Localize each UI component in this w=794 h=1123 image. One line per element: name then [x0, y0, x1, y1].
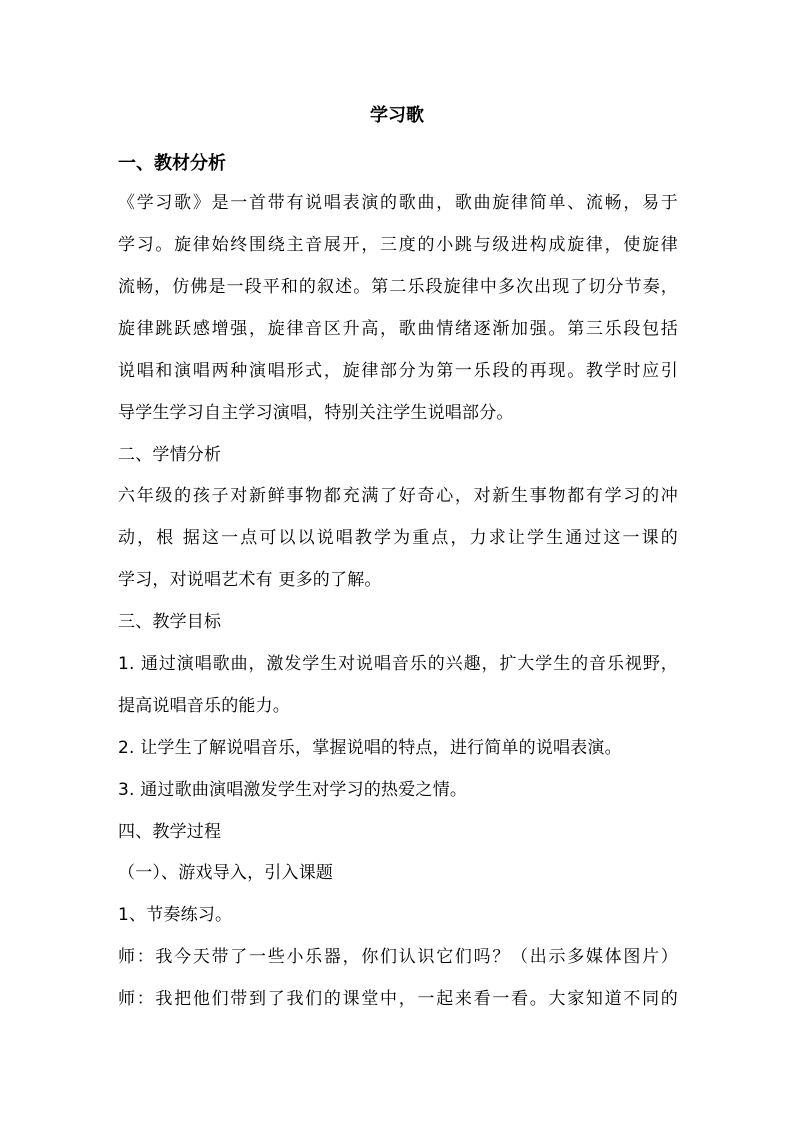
paragraph-line: 《学习歌》是一首带有说唱表演的歌曲，歌曲旋律简单、流畅，易于: [118, 193, 678, 213]
goal-item-3: 3. 通过歌曲演唱激发学生对学习的热爱之情。: [118, 780, 468, 800]
goal-item-1: 1. 通过演唱歌曲，激发学生对说唱音乐的兴趣，扩大学生的音乐视野，: [118, 654, 678, 674]
section-heading-teaching-process: 四、教学过程: [118, 822, 222, 842]
section-heading-material-analysis: 一、教材分析: [118, 153, 226, 174]
dialogue-line: 师：我今天带了一些小乐器，你们认识它们吗？（出示多媒体图片）: [118, 947, 678, 967]
paragraph-line: 导学生学习自主学习演唱，特别关注学生说唱部分。: [118, 403, 514, 423]
paragraph-line: 动，根 据这一点可以以说唱教学为重点，力求让学生通过这一课的: [118, 528, 678, 548]
paragraph-line: 说唱和演唱两种演唱形式，旋律部分为第一乐段的再现。教学时应引: [118, 361, 678, 381]
paragraph-line: 旋律跳跃感增强，旋律音区升高，歌曲情绪逐渐加强。第三乐段包括: [118, 319, 678, 339]
page-title: 学习歌: [370, 105, 424, 126]
paragraph-line: 学习。旋律始终围绕主音展开，三度的小跳与级进构成旋律，使旋律: [118, 235, 678, 255]
paragraph-line: 六年级的孩子对新鲜事物都充满了好奇心，对新生事物都有学习的冲: [118, 486, 678, 506]
section-heading-student-analysis: 二、学情分析: [118, 445, 222, 465]
dialogue-line: 师：我把他们带到了我们的课堂中，一起来看一看。大家知道不同的: [118, 989, 678, 1009]
goal-item-2: 2. 让学生了解说唱音乐，掌握说唱的特点，进行简单的说唱表演。: [118, 738, 622, 758]
paragraph-line: 流畅，仿佛是一段平和的叙述。第二乐段旋律中多次出现了切分节奏，: [118, 277, 678, 297]
section-heading-teaching-goals: 三、教学目标: [118, 612, 222, 632]
paragraph-line: 学习，对说唱艺术有 更多的了解。: [118, 570, 382, 590]
goal-item-1-continued: 提高说唱音乐的能力。: [118, 696, 290, 716]
process-subheading: （一）、游戏导入，引入课题: [118, 863, 334, 883]
process-step: 1、节奏练习。: [118, 905, 233, 925]
